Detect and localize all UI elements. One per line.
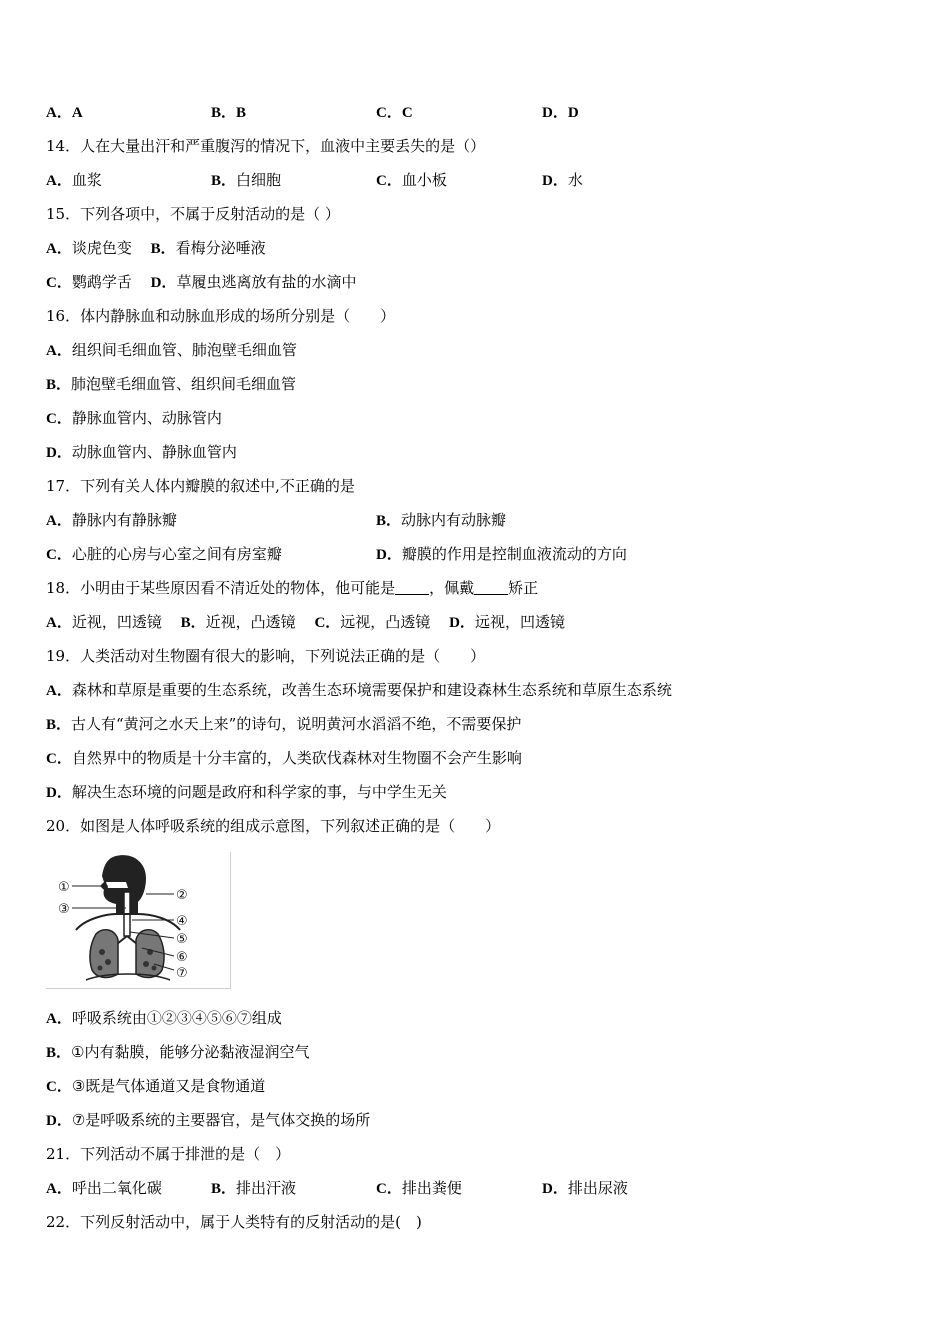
q18-options	[46, 612, 565, 633]
q22-stem: 22．下列反射活动中，属于人类特有的反射活动的是( )	[46, 1213, 422, 1231]
q21-option-d: D．排出尿液	[542, 1179, 628, 1197]
q15-stem: 15．下列各项中，不属于反射活动的是（ ）	[46, 205, 340, 223]
q18-option-d: D．远视，凹透镜	[449, 613, 565, 631]
q15-option-d: D．草履虫逃离放有盐的水滴中	[150, 273, 357, 291]
figure-label-1: ①	[58, 880, 70, 895]
q19-option-b: B．古人有“黄河之水天上来”的诗句，说明黄河水滔滔不绝，不需要保护	[46, 715, 522, 733]
q20-option-c: C．③既是气体通道又是食物通道	[46, 1077, 266, 1095]
q20-option-a: A．呼吸系统由①②③④⑤⑥⑦组成	[46, 1009, 282, 1027]
q15-options-row1	[46, 238, 266, 259]
q21-stem: 21．下列活动不属于排泄的是（ ）	[46, 1145, 291, 1163]
figure-label-4: ④	[176, 914, 188, 929]
figure-label-3: ③	[58, 902, 70, 917]
q21-option-c: C．排出粪便	[376, 1179, 462, 1197]
q17-option-a: A．静脉内有静脉瓣	[46, 511, 177, 529]
q16-option-c: C．静脉血管内、动脉管内	[46, 409, 222, 427]
q13-option-c: C．C	[376, 105, 413, 121]
q19-option-d: D．解决生态环境的问题是政府和科学家的事，与中学生无关	[46, 783, 447, 801]
q13-option-d: D．D	[542, 105, 579, 121]
q18-option-c: C．远视，凸透镜	[314, 613, 431, 631]
q15-option-b: B．看梅分泌唾液	[150, 239, 266, 257]
q14-stem: 14．人在大量出汗和严重腹泻的情况下，血液中主要丢失的是（）	[46, 137, 486, 155]
q16-option-d: D．动脉血管内、静脉血管内	[46, 443, 237, 461]
q14-option-b: B．白细胞	[211, 171, 282, 189]
respiratory-system-figure	[46, 852, 231, 989]
q13-option-a: A．A	[46, 105, 83, 121]
q20-stem: 20．如图是人体呼吸系统的组成示意图，下列叙述正确的是（ ）	[46, 817, 501, 835]
q20-option-d: D．⑦是呼吸系统的主要器官，是气体交换的场所	[46, 1111, 371, 1129]
figure-label-7: ⑦	[176, 966, 188, 981]
q14-option-a: A．血浆	[46, 171, 102, 189]
q21-option-a: A．呼出二氧化碳	[46, 1179, 162, 1197]
q18-stem: 18．小明由于某些原因看不清近处的物体，他可能是 ，佩戴 矫正	[46, 579, 539, 597]
q18-option-b: B．近视，凸透镜	[180, 613, 296, 631]
q17-stem: 17．下列有关人体内瓣膜的叙述中,不正确的是	[46, 477, 355, 495]
q21-option-b: B．排出汗液	[211, 1179, 297, 1197]
q16-stem: 16．体内静脉血和动脉血形成的场所分别是（ ）	[46, 307, 396, 325]
q18-blank-1	[395, 580, 429, 595]
q17-option-d: D．瓣膜的作用是控制血液流动的方向	[376, 545, 627, 563]
q20-option-b: B．①内有黏膜，能够分泌黏液湿润空气	[46, 1043, 310, 1061]
respiratory-diagram	[46, 852, 230, 988]
q18-option-a: A．近视，凹透镜	[46, 613, 162, 631]
q19-option-c: C．自然界中的物质是十分丰富的，人类砍伐森林对生物圈不会产生影响	[46, 749, 522, 767]
q17-option-b: B．动脉内有动脉瓣	[376, 511, 507, 529]
q16-option-a: A．组织间毛细血管、肺泡壁毛细血管	[46, 341, 297, 359]
figure-label-5: ⑤	[176, 932, 188, 947]
q14-option-d: D．水	[542, 171, 583, 189]
figure-label-6: ⑥	[176, 950, 188, 965]
q17-option-c: C．心脏的心房与心室之间有房室瓣	[46, 545, 282, 563]
q19-stem: 19．人类活动对生物圈有很大的影响，下列说法正确的是（ ）	[46, 647, 486, 665]
q15-option-a: A．谈虎色变	[46, 239, 132, 257]
q16-option-b: B．肺泡壁毛细血管、组织间毛细血管	[46, 375, 297, 393]
q14-option-c: C．血小板	[376, 171, 447, 189]
q15-options-row2	[46, 272, 357, 293]
q13-option-b: B．B	[211, 105, 247, 121]
q19-option-a: A．森林和草原是重要的生态系统，改善生态环境需要保护和建设森林生态系统和草原生态系统	[46, 681, 672, 699]
figure-label-2: ②	[176, 888, 188, 903]
q15-option-c: C．鹦鹉学舌	[46, 273, 132, 291]
q18-blank-2	[474, 580, 508, 595]
